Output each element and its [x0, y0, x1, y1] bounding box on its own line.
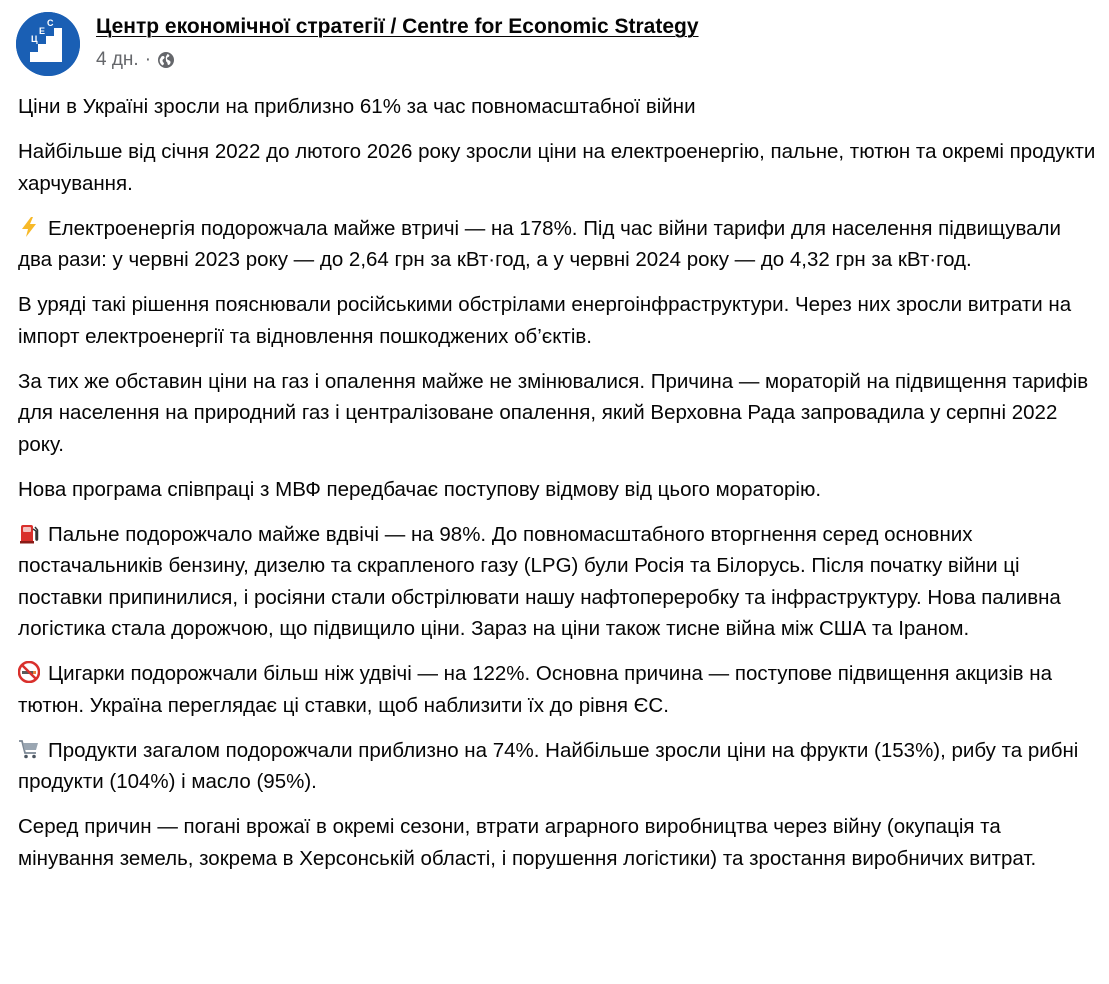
svg-text:Ц: Ц	[31, 34, 38, 44]
post-meta	[96, 49, 175, 71]
fuel-pump-icon	[18, 522, 40, 544]
post-paragraph: Пальне подорожчало майже вдвічі — на 98%. До повномасштабного вторгнення серед основних постачальників бензину, дизелю та скрапленого газу (LPG) були Росія та Білорусь. Після початку війни ці поставки припинилися, і росіяни стали обстрілювати нашу нафтопереробку та інфраструктуру. Нова паливна логістика стала дорожчою, що підвищило ціни. Зараз на ціни також тисне війна між США та Іраном.	[18, 522, 1061, 640]
post-header	[16, 12, 1096, 78]
post-paragraph: Серед причин — погані врожаї в окремі сезони, втрати аграрного виробництва через війну (окупація та мінування земель, зокрема в Херсонській області, і порушення логістики) та зростання виробничих витрат.	[18, 815, 1037, 870]
svg-text:Е: Е	[39, 26, 46, 36]
post-paragraph: Продукти загалом подорожчали приблизно на 74%. Найбільше зросли ціни на фрукти (153%), рибу та рибні продукти (104%) і масло (95%).	[18, 738, 1079, 793]
meta-separator: ·	[144, 49, 152, 70]
no-smoking-icon	[18, 661, 40, 683]
lightning-icon	[18, 216, 40, 238]
post-paragraph: За тих же обставин ціни на газ і опалення майже не змінювалися. Причина — мораторій на підвищення тарифів для населення на природний газ і централізоване опалення, який Верховна Рада запровадила у серпні 2022 року.	[18, 369, 1089, 456]
post-paragraph: Цигарки подорожчали більш ніж удвічі — на 122%. Основна причина — поступове підвищення акцизів на тютюн. Україна переглядає ці ставки, щоб наблизити їх до рівня ЄС.	[18, 662, 1052, 717]
post-body	[18, 91, 1098, 888]
shopping-cart-icon	[18, 738, 40, 760]
page-avatar[interactable]	[16, 12, 80, 76]
post-paragraph: Ціни в Україні зросли на приблизно 61% за час повномасштабної війни	[18, 95, 696, 118]
post-paragraph: В уряді такі рішення пояснювали російськими обстрілами енергоінфраструктури. Через них зросли витрати на імпорт електроенергії та відновлення пошкоджених об’єктів.	[18, 293, 1072, 348]
post-timestamp[interactable]: 4 дн.	[96, 49, 139, 70]
ces-logo-icon	[16, 12, 80, 76]
post-paragraph: Найбільше від січня 2022 до лютого 2026 року зросли ціни на електроенергію, пальне, тютюн та окремі продукти харчування.	[18, 140, 1096, 195]
post-paragraph: Нова програма співпраці з МВФ передбачає поступову відмову від цього мораторію.	[18, 477, 822, 501]
globe-icon	[157, 51, 175, 69]
svg-text:С: С	[47, 18, 54, 28]
page-name-link[interactable]: Центр економічної стратегії / Centre for Economic Strategy	[96, 15, 699, 38]
post-paragraph: Електроенергія подорожчала майже втричі — на 178%. Під час війни тарифи для населення підвищували два рази: у червні 2023 року — до 2,64 грн за кВт·год, а у червні 2024 року — до 4,32 грн за кВт·год.	[18, 216, 1061, 271]
